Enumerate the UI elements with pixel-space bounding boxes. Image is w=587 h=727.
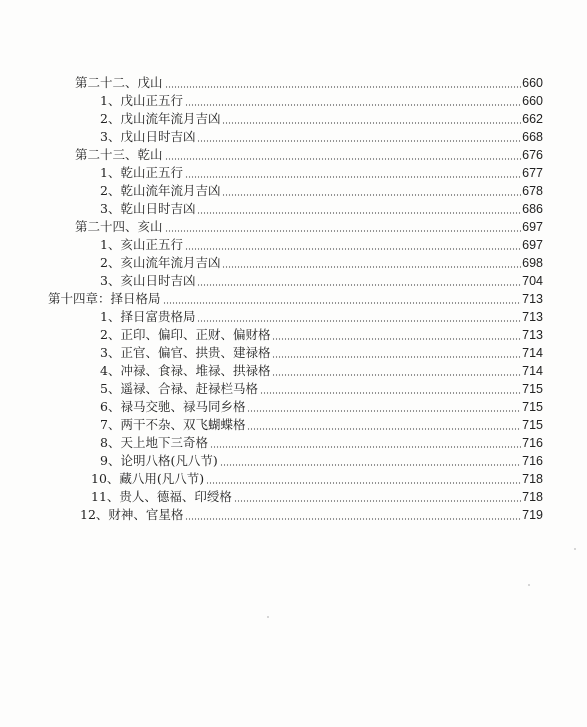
toc-entry-title: 7、两干不杂、双飞蝴蝶格	[100, 417, 246, 432]
dot-leader	[234, 500, 521, 502]
toc-entry	[75, 74, 543, 92]
toc-entry-title: 第十四章：择日格局	[48, 291, 161, 306]
toc-entry	[100, 434, 543, 452]
toc-entry-page-number: 718	[522, 472, 543, 486]
toc-entry-title: 第二十四、亥山	[75, 219, 163, 234]
toc-entry-page-number: 697	[522, 238, 543, 252]
dot-leader	[197, 284, 521, 286]
toc-entry-title: 2、戊山流年流月吉凶	[100, 111, 221, 126]
toc-entry-page-number: 713	[522, 328, 543, 342]
toc-entry	[75, 146, 543, 164]
dot-leader	[165, 158, 522, 160]
dot-leader	[272, 356, 521, 358]
toc-entry-title: 2、乾山流年流月吉凶	[100, 183, 221, 198]
toc-entry-page-number: 660	[522, 94, 543, 108]
toc-entry-title: 4、冲禄、食禄、堆禄、拱禄格	[100, 363, 271, 378]
toc-entry	[100, 182, 543, 200]
toc-entry-page-number: 662	[522, 112, 543, 126]
dot-leader	[185, 248, 521, 250]
toc-entry-page-number: 704	[522, 274, 543, 288]
toc-entry	[80, 506, 543, 524]
toc-entry-title: 3、乾山日时吉凶	[100, 201, 196, 216]
toc-entry-title: 8、天上地下三奇格	[100, 435, 208, 450]
toc-entry-title: 3、戊山日时吉凶	[100, 129, 196, 144]
toc-entry	[75, 218, 543, 236]
toc-entry-page-number: 714	[522, 346, 543, 360]
toc-entry-title: 11、贵人、德福、印绶格	[91, 489, 232, 504]
toc-entry	[100, 398, 543, 416]
toc-entry-title: 1、亥山正五行	[100, 237, 183, 252]
toc-entry	[100, 254, 543, 272]
dot-leader	[260, 392, 521, 394]
toc-entry	[100, 236, 543, 254]
dot-leader	[272, 338, 521, 340]
paper-speck	[267, 616, 269, 618]
toc-entry-page-number: 677	[522, 166, 543, 180]
toc-entry	[100, 128, 543, 146]
toc-entry	[48, 290, 543, 308]
dot-leader	[185, 176, 521, 178]
toc-entry	[100, 308, 543, 326]
toc-entry-title: 第二十三、乾山	[75, 147, 163, 162]
dot-leader	[197, 140, 521, 142]
toc-entry	[100, 362, 543, 380]
toc-entry-title: 12、财神、官星格	[80, 507, 184, 522]
toc-entry	[100, 92, 543, 110]
toc-entry-page-number: 715	[522, 382, 543, 396]
dot-leader	[165, 86, 522, 88]
toc-entry-title: 6、禄马交驰、禄马同乡格	[100, 399, 246, 414]
toc-entry-page-number: 713	[522, 310, 543, 324]
dot-leader	[210, 446, 521, 448]
toc-entry	[100, 452, 543, 470]
toc-entry	[100, 272, 543, 290]
table-of-contents	[0, 74, 587, 524]
toc-entry-page-number: 698	[522, 256, 543, 270]
toc-entry	[100, 416, 543, 434]
dot-leader	[222, 122, 521, 124]
dot-leader	[222, 194, 521, 196]
toc-entry-page-number: 715	[522, 400, 543, 414]
toc-entry-page-number: 716	[522, 436, 543, 450]
toc-entry-page-number: 718	[522, 490, 543, 504]
toc-entry-page-number: 714	[522, 364, 543, 378]
toc-entry	[91, 470, 543, 488]
toc-entry	[100, 164, 543, 182]
toc-entry-page-number: 697	[522, 220, 543, 234]
paper-speck	[574, 548, 576, 550]
dot-leader	[165, 230, 522, 232]
dot-leader	[247, 410, 521, 412]
toc-entry-title: 2、亥山流年流月吉凶	[100, 255, 221, 270]
dot-leader	[185, 104, 521, 106]
toc-entry	[91, 488, 543, 506]
dot-leader	[222, 266, 521, 268]
toc-entry-title: 1、戊山正五行	[100, 93, 183, 108]
dot-leader	[272, 374, 521, 376]
toc-entry	[100, 110, 543, 128]
dot-leader	[220, 464, 521, 466]
toc-entry-title: 5、遥禄、合禄、赶禄栏马格	[100, 381, 258, 396]
toc-entry-page-number: 686	[522, 202, 543, 216]
toc-entry	[100, 200, 543, 218]
toc-entry-title: 1、乾山正五行	[100, 165, 183, 180]
toc-entry-page-number: 716	[522, 454, 543, 468]
toc-entry	[100, 380, 543, 398]
toc-entry-title: 2、正印、偏印、正财、偏财格	[100, 327, 271, 342]
toc-entry-page-number: 678	[522, 184, 543, 198]
dot-leader	[185, 518, 521, 520]
dot-leader	[163, 302, 522, 304]
toc-entry-page-number: 676	[522, 148, 543, 162]
dot-leader	[247, 428, 521, 430]
toc-entry-title: 3、正官、偏官、拱贵、建禄格	[100, 345, 271, 360]
toc-entry-page-number: 719	[522, 508, 543, 522]
toc-entry-title: 1、择日富贵格局	[100, 309, 196, 324]
toc-entry-page-number: 668	[522, 130, 543, 144]
toc-entry-title: 9、论明八格(凡八节)	[100, 453, 218, 468]
toc-entry	[100, 326, 543, 344]
toc-entry	[100, 344, 543, 362]
toc-entry-title: 3、亥山日时吉凶	[100, 273, 196, 288]
dot-leader	[197, 212, 521, 214]
dot-leader	[197, 320, 521, 322]
toc-entry-page-number: 715	[522, 418, 543, 432]
toc-entry-title: 10、藏八用(凡八节)	[91, 471, 205, 486]
toc-entry-title: 第二十二、戊山	[75, 75, 163, 90]
paper-speck	[528, 584, 530, 586]
toc-entry-page-number: 713	[522, 292, 543, 306]
toc-entry-page-number: 660	[522, 76, 543, 90]
dot-leader	[206, 482, 521, 484]
